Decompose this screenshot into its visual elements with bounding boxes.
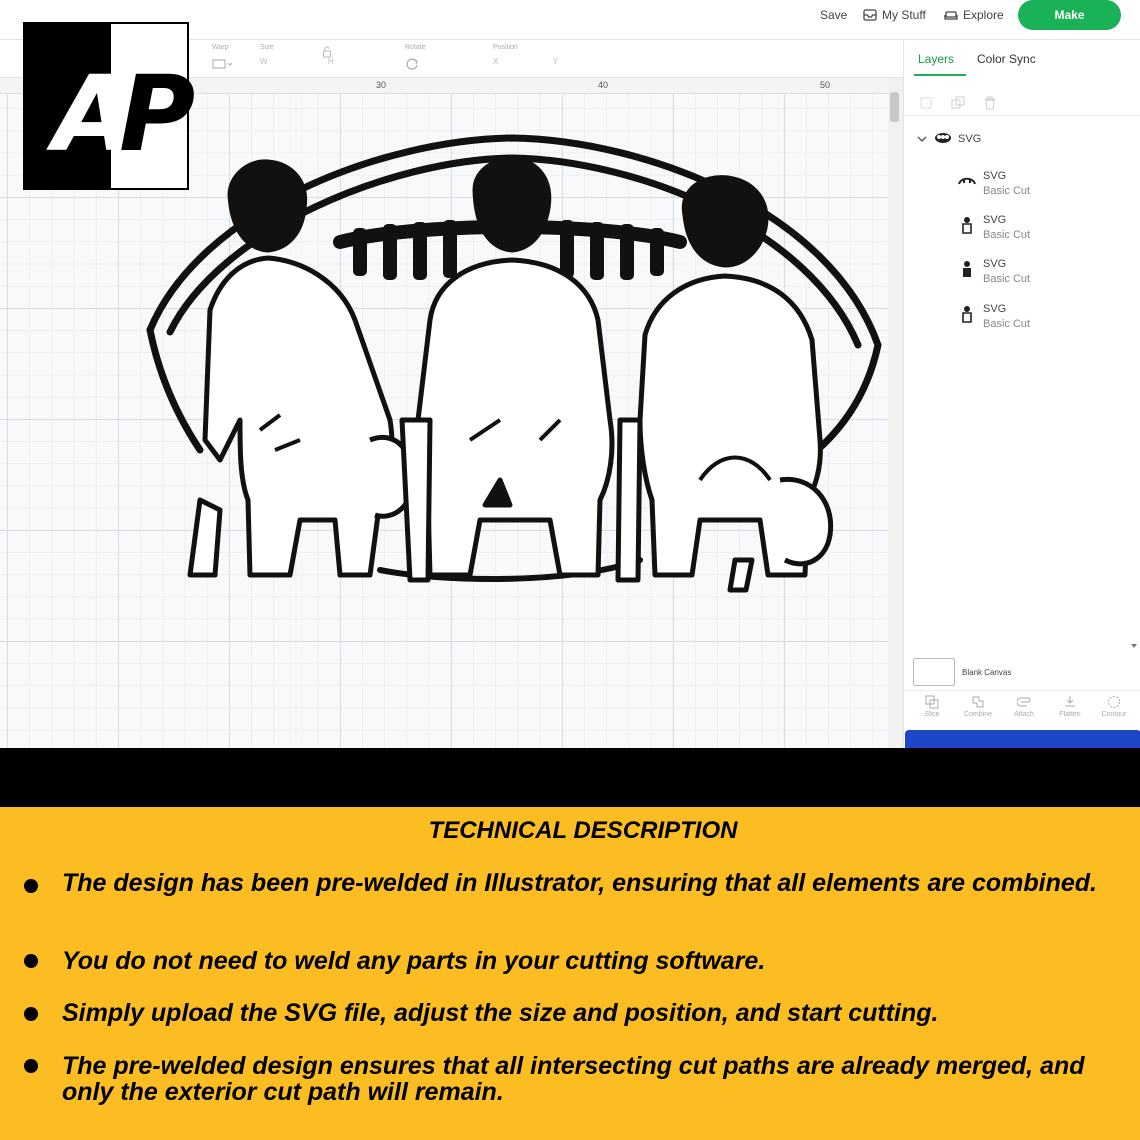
flatten-icon bbox=[1063, 695, 1077, 709]
warp-dropdown[interactable] bbox=[212, 58, 234, 72]
layer-thumbnail-icon bbox=[957, 174, 977, 188]
slice-button[interactable] bbox=[912, 695, 952, 718]
football-boys-artwork[interactable] bbox=[140, 120, 885, 600]
paperclip-icon bbox=[1017, 695, 1031, 709]
active-tab-indicator bbox=[914, 74, 966, 76]
blank-canvas-swatch[interactable] bbox=[913, 658, 955, 686]
canvas-scrollbar[interactable] bbox=[888, 78, 903, 748]
technical-description bbox=[0, 807, 1140, 1140]
my-stuff-button[interactable] bbox=[863, 8, 926, 22]
layer-operation: Basic Cut bbox=[983, 185, 1031, 197]
group-thumbnail-icon bbox=[934, 132, 952, 144]
save-button[interactable] bbox=[820, 8, 847, 22]
contour-label: Contour bbox=[1101, 711, 1127, 718]
contour-button[interactable] bbox=[1094, 695, 1134, 718]
bullet-text: The pre-welded design ensures that all intersecting cut paths are already merged, and only the exterior cut path will remain. bbox=[62, 1052, 1085, 1106]
layer-name: SVG bbox=[983, 258, 1007, 270]
warp-label: Warp bbox=[212, 44, 229, 51]
y-field[interactable]: Y bbox=[553, 57, 559, 66]
layer-operation: Basic Cut bbox=[983, 273, 1031, 285]
bullet-text: You do not need to weld any parts in your cutting software. bbox=[62, 947, 766, 975]
brand-logo bbox=[23, 22, 196, 190]
group-name: SVG bbox=[958, 133, 982, 145]
combine-icon bbox=[971, 695, 985, 709]
blank-canvas-label: Blank Canvas bbox=[962, 668, 1012, 677]
notification-bar[interactable] bbox=[905, 730, 1140, 748]
layer-thumbnail-icon bbox=[961, 216, 973, 234]
height-field[interactable]: H bbox=[328, 57, 334, 66]
bullet-dot bbox=[24, 1059, 38, 1073]
my-stuff-label: My Stuff bbox=[882, 8, 926, 22]
duplicate-icon[interactable] bbox=[951, 96, 965, 110]
attach-button[interactable] bbox=[1004, 695, 1044, 718]
tab-layers[interactable]: Layers bbox=[918, 52, 955, 66]
bullet-dot bbox=[24, 954, 38, 968]
save-label: Save bbox=[820, 8, 848, 22]
bullet-dot bbox=[24, 879, 38, 893]
bullet-dot bbox=[24, 1007, 38, 1021]
layer-item[interactable] bbox=[954, 258, 1134, 294]
chevron-down-icon[interactable] bbox=[1130, 643, 1138, 649]
black-divider bbox=[0, 748, 1140, 807]
layer-item[interactable] bbox=[954, 303, 1134, 339]
layer-name: SVG bbox=[983, 303, 1007, 315]
layer-operation: Basic Cut bbox=[983, 318, 1031, 330]
logo-letter-a: A bbox=[53, 53, 134, 175]
explore-button[interactable] bbox=[944, 8, 1004, 22]
layers-panel bbox=[903, 40, 1140, 748]
layer-thumbnail-icon bbox=[961, 305, 973, 323]
ruler-mark: 30 bbox=[376, 80, 387, 90]
scrollbar-thumb[interactable] bbox=[890, 92, 899, 122]
rotate-icon[interactable] bbox=[406, 58, 419, 71]
layer-thumbnail-icon bbox=[961, 260, 973, 278]
flatten-button[interactable] bbox=[1050, 695, 1090, 718]
layer-name: SVG bbox=[983, 214, 1007, 226]
contour-icon bbox=[1107, 695, 1121, 709]
width-field[interactable]: W bbox=[260, 57, 268, 66]
rotate-label: Rotate bbox=[405, 44, 426, 51]
combine-label: Combine bbox=[963, 711, 992, 718]
layer-item[interactable] bbox=[954, 170, 1134, 206]
x-field[interactable]: X bbox=[493, 57, 499, 66]
sofa-icon bbox=[944, 9, 958, 21]
layer-operation: Basic Cut bbox=[983, 229, 1031, 241]
slice-label: Slice bbox=[924, 711, 940, 718]
ruler-mark: 40 bbox=[598, 80, 609, 90]
inbox-icon bbox=[863, 9, 877, 21]
bullet-text: The design has been pre-welded in Illustrator, ensuring that all elements are combined. bbox=[62, 869, 1097, 897]
ruler-mark: 50 bbox=[820, 80, 831, 90]
layer-tools-bar bbox=[904, 690, 1140, 730]
warp-icon bbox=[212, 58, 234, 70]
tab-color-sync[interactable]: Color Sync bbox=[977, 52, 1036, 66]
group-icon[interactable] bbox=[919, 96, 933, 110]
size-label: Size bbox=[260, 44, 274, 51]
attach-label: Attach bbox=[1014, 711, 1034, 718]
bullet-text: Simply upload the SVG file, adjust the size and position, and start cutting. bbox=[62, 999, 939, 1027]
chevron-down-icon[interactable] bbox=[917, 135, 927, 143]
slice-icon bbox=[925, 695, 939, 709]
combine-button[interactable] bbox=[958, 695, 998, 718]
description-title: TECHNICAL DESCRIPTION bbox=[428, 817, 738, 844]
logo-letter-p: P bbox=[119, 53, 196, 175]
flatten-label: Flatten bbox=[1059, 711, 1081, 718]
make-button[interactable] bbox=[1018, 0, 1121, 30]
layer-name: SVG bbox=[983, 170, 1007, 182]
delete-icon[interactable] bbox=[983, 96, 997, 110]
explore-label: Explore bbox=[963, 8, 1004, 22]
lock-icon[interactable] bbox=[322, 46, 332, 58]
layer-item[interactable] bbox=[954, 214, 1134, 250]
position-label: Position bbox=[493, 44, 518, 51]
panel-icon-row bbox=[904, 88, 1140, 116]
make-label: Make bbox=[1054, 8, 1085, 22]
